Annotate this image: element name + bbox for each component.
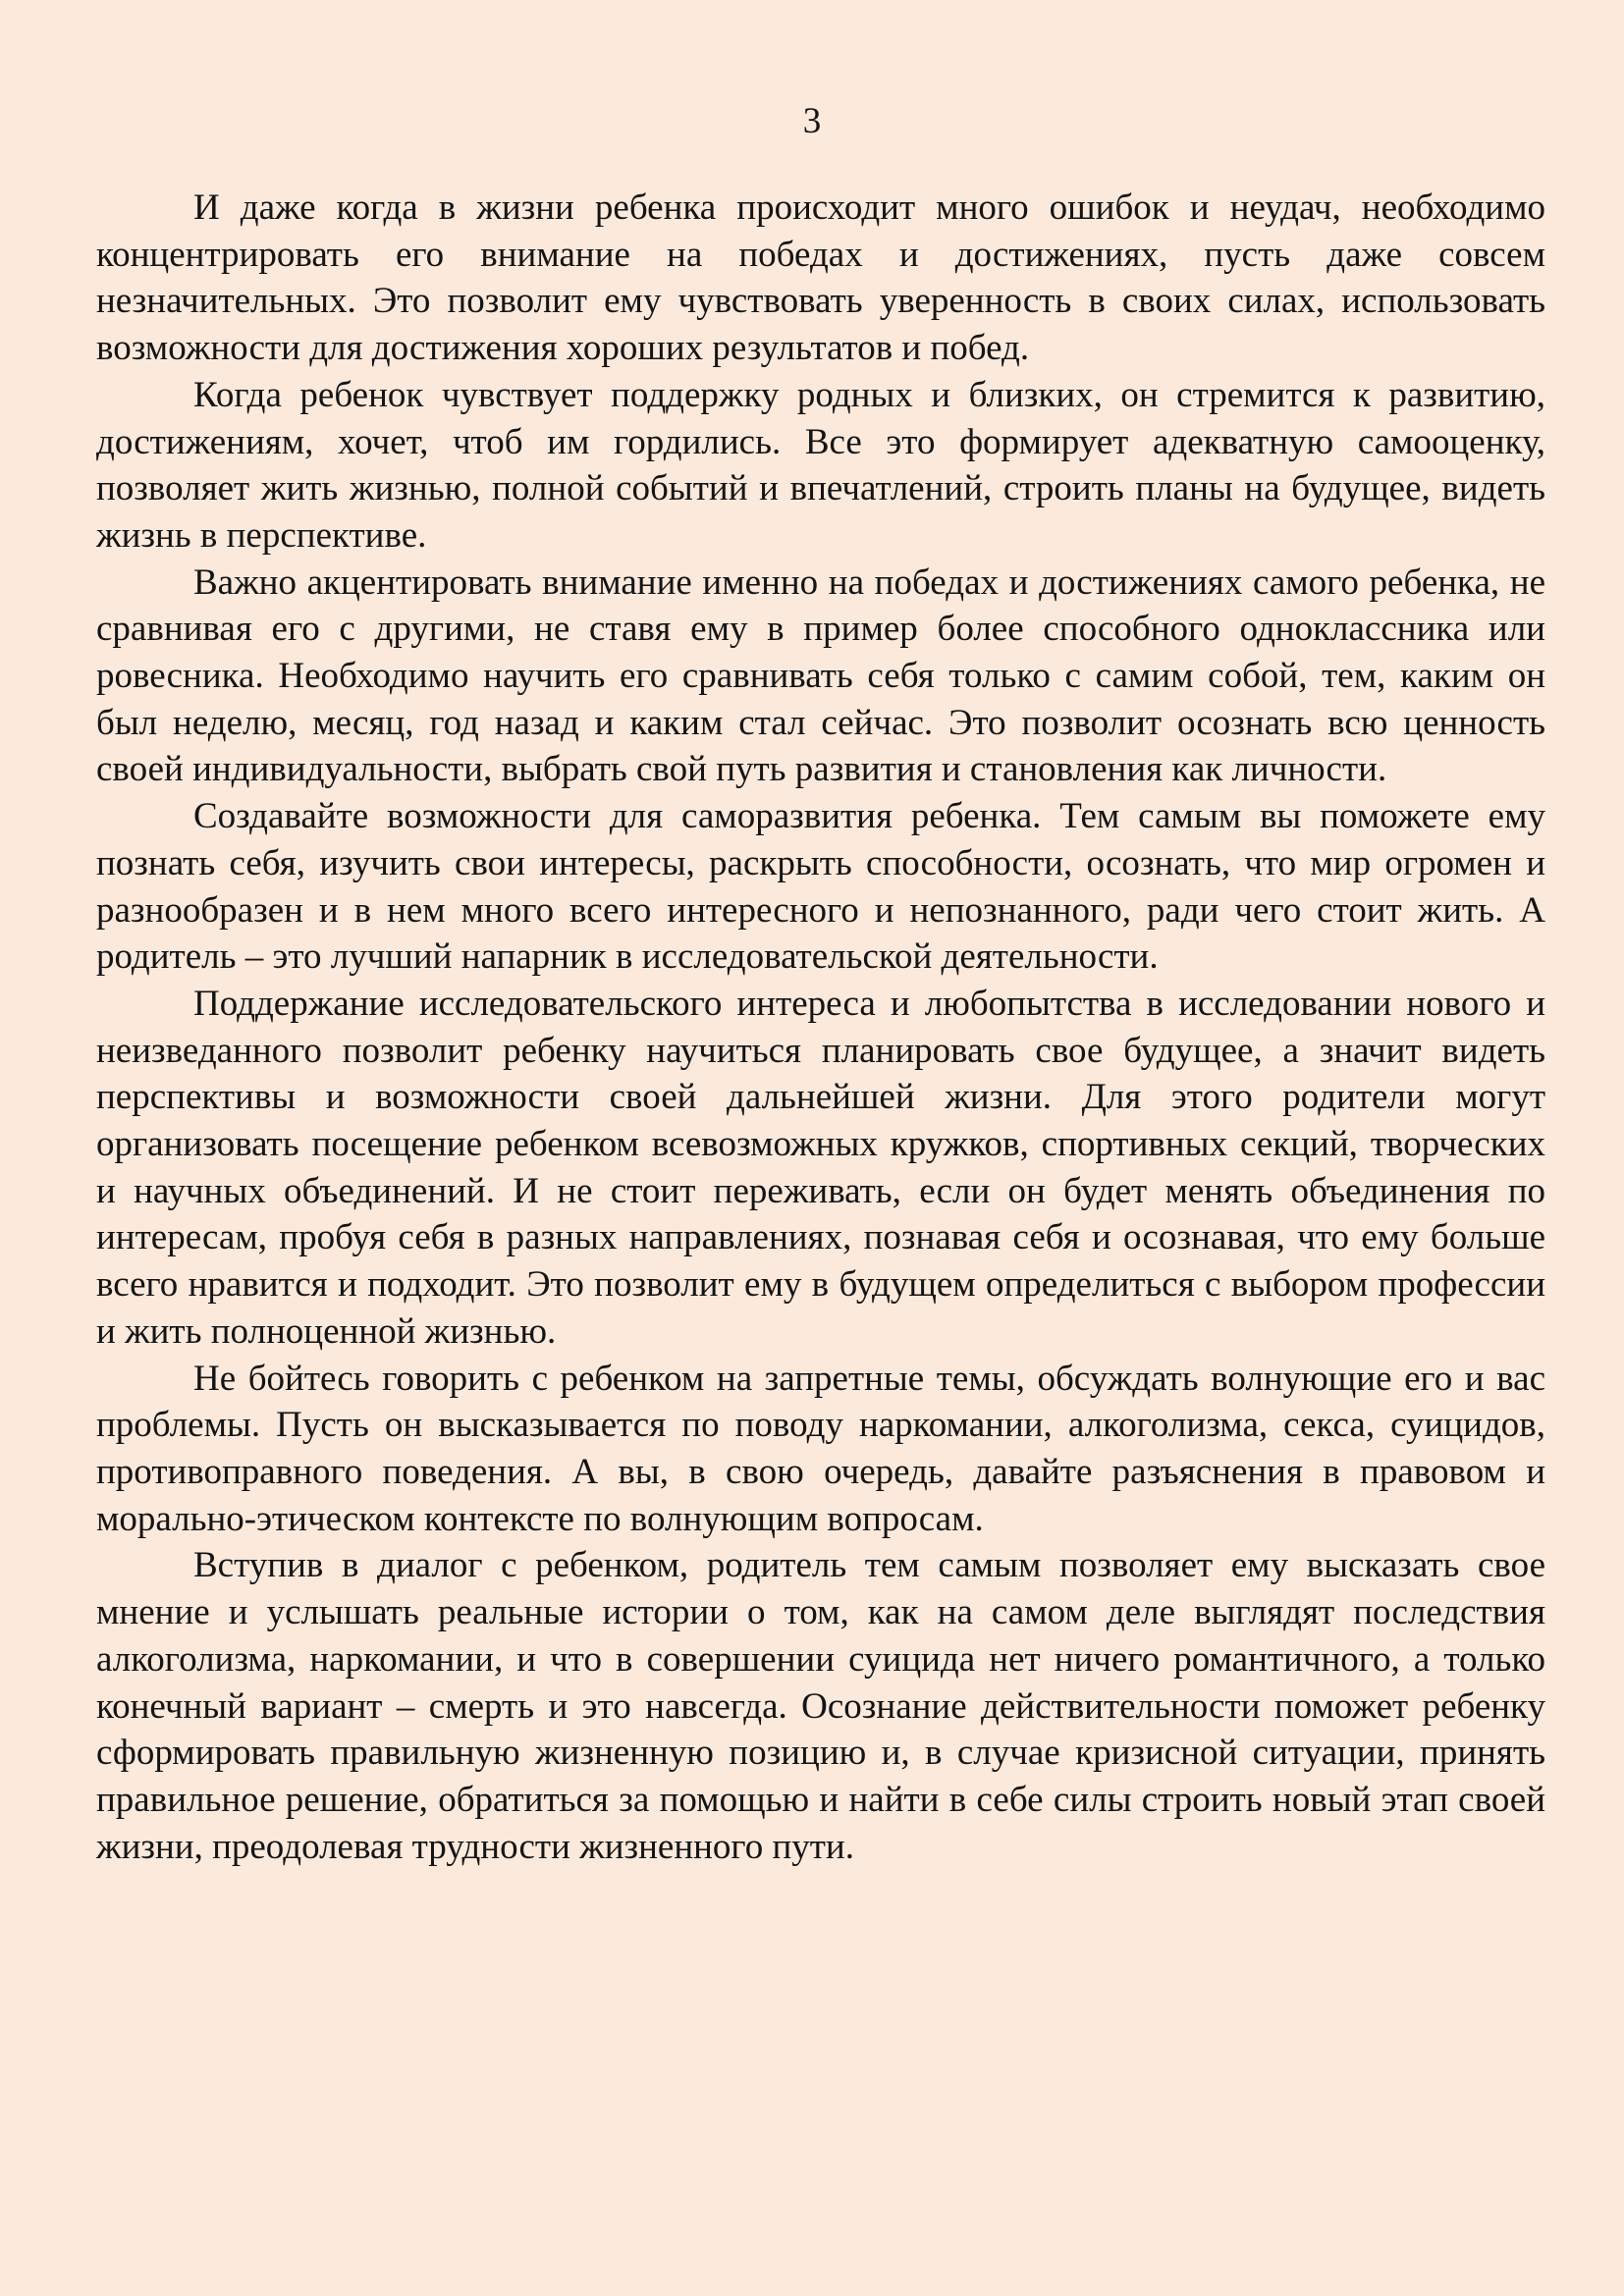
page-number: 3 — [802, 101, 822, 141]
paragraph: Поддержание исследовательского интереса и любопытства в исследовании нового и неизведанного позволит ребенку научиться планировать свое будущее, а значит видеть перспективы и возможности своей дальнейшей жизни. Для этого родители могут организовать посещение ребенком всевозможных кружков, спортивных секций, творческих и научных объединений. И не стоит переживать, если он будет менять объединения по интересам, пробуя себя в разных направлениях, познавая себя и осознавая, что ему больше всего нравится и подходит. Это позволит ему в будущем определиться с выбором профессии и жить полноценной жизнью. — [96, 983, 1545, 1352]
paragraph: И даже когда в жизни ребенка происходит много ошибок и неудач, необходимо концентрировать его внимание на победах и достижениях, пусть даже совсем незначительных. Это позволит ему чувствовать уверенность в своих силах, использовать возможности для достижения хороших результатов и побед. — [96, 187, 1545, 369]
document-body — [96, 185, 1545, 1870]
paragraph: Важно акцентировать внимание именно на победах и достижениях самого ребенка, не сравнивая его с другими, не ставя ему в пример более способного одноклассника или ровесника. Необходимо научить его сравнивать себя только с самим собой, тем, каким он был неделю, месяц, год назад и каким стал сейчас. Это позволит осознать всю ценность своей индивидуальности, выбрать свой путь развития и становления как личности. — [96, 561, 1545, 790]
paragraph: Не бойтесь говорить с ребенком на запретные темы, обсуждать волнующие его и вас проблемы. Пусть он высказывается по поводу наркомании, алкоголизма, секса, суицидов, противоправного поведения. А вы, в свою очередь, давайте разъяснения в правовом и морально-этическом контексте по волнующим вопросам. — [96, 1358, 1545, 1539]
paragraph: Вступив в диалог с ребенком, родитель тем самым позволяет ему высказать свое мнение и услышать реальные истории о том, как на самом деле выглядят последствия алкоголизма, наркомании, и что в совершении суицида нет ничего романтичного, а только конечный вариант – смерть и это навсегда. Осознание действительности поможет ребенку сформировать правильную жизненную позицию и, в случае кризисной ситуации, принять правильное решение, обратиться за помощью и найти в себе силы строить новый этап своей жизни, преодолевая трудности жизненного пути. — [96, 1545, 1545, 1867]
paragraph: Создавайте возможности для саморазвития ребенка. Тем самым вы поможете ему познать себя, изучить свои интересы, раскрыть способности, осознать, что мир огромен и разнообразен и в нем много всего интересного и непознанного, ради чего стоит жить. А родитель – это лучший напарник в исследовательской деятельности. — [96, 796, 1545, 978]
paragraph: Когда ребенок чувствует поддержку родных и близких, он стремится к развитию, достижениям, хочет, чтоб им гордились. Все это формирует адекватную самооценку, позволяет жить жизнью, полной событий и впечатлений, строить планы на будущее, видеть жизнь в перспективе. — [96, 374, 1545, 556]
